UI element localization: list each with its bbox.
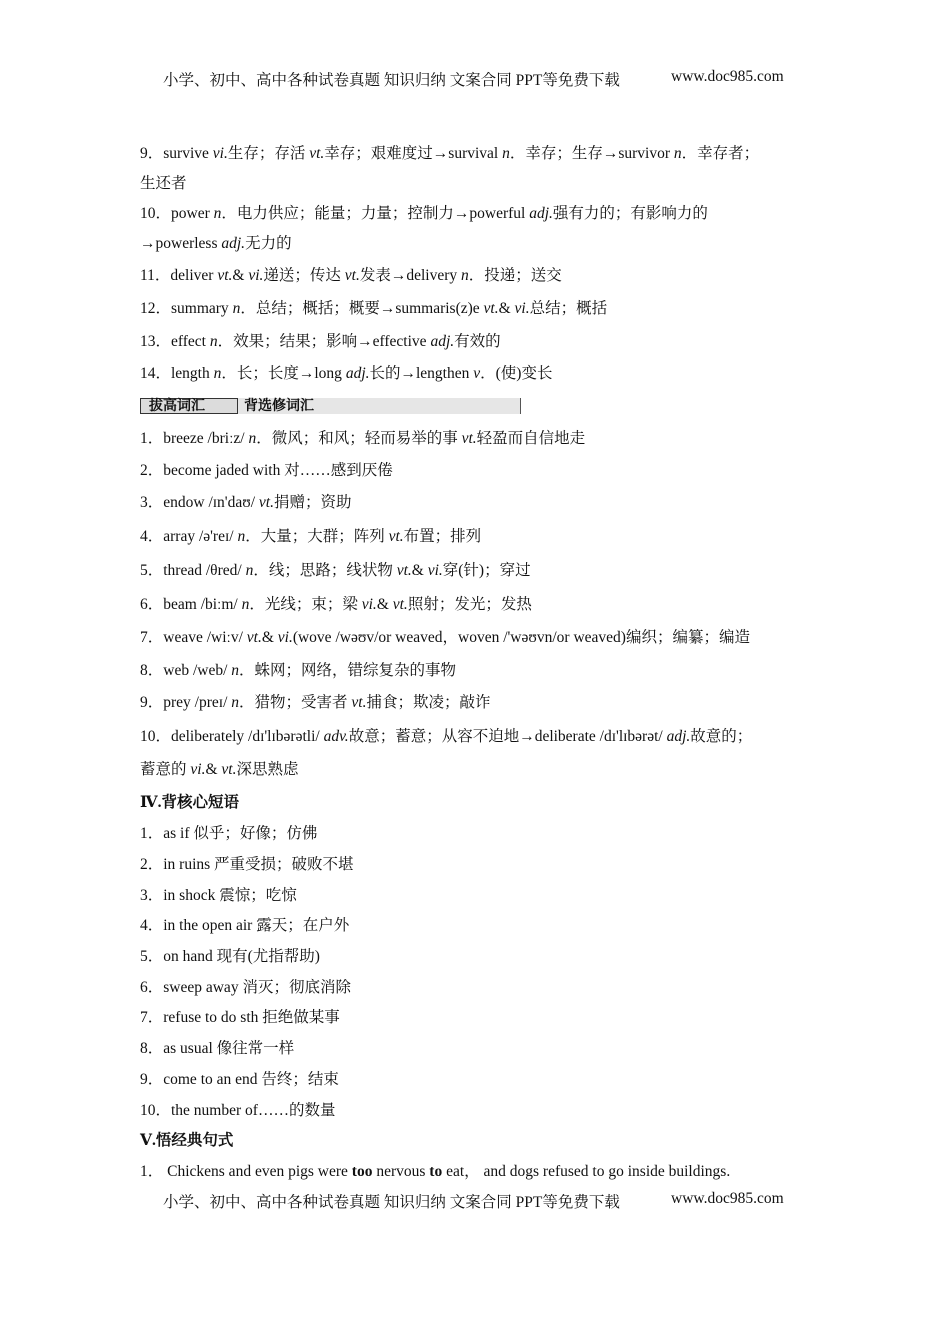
phrase-item: 6．sweep away 消灭；彻底消除	[140, 979, 351, 996]
vocab-line: 13．effect n．效果；结果；影响→effective adj.有效的	[140, 333, 501, 350]
phrase-item: 2．in ruins 严重受损；破败不堪	[140, 856, 354, 873]
vocab-line: 10．power n．电力供应；能量；力量；控制力→powerful adj.强有力的；有影响力的	[140, 205, 708, 222]
phrase-item: 9．come to an end 告终；结束	[140, 1071, 339, 1088]
phrase-item: 10．the number of……的数量	[140, 1102, 336, 1119]
vocab-line: 5．thread /θred/ n．线；思路；线状物 vt.& vi.穿(针)；穿过	[140, 562, 531, 579]
vocab-line: 12．summary n．总结；概括；概要→summaris(z)e vt.& vi.总结；概括	[140, 300, 608, 317]
vocab-line: 3．endow /ɪn'daʊ/ vt.捐赠；资助	[140, 494, 352, 511]
page-header	[163, 68, 803, 90]
vocab-line: 11．deliver vt.& vi.递送；传达 vt.发表→delivery n．投递；送交	[140, 267, 562, 284]
vocab-line: 10．deliberately /dɪ'lɪbərətli/ adv.故意；蓄意；从容不迫地→deliberate /dɪ'lɪbərət/ adj.故意的；	[140, 728, 753, 745]
vocab-line: 6．beam /biːm/ n．光线；束；梁 vi.& vt.照射；发光；发热	[140, 596, 532, 613]
banner-tag: 拔高词汇	[140, 398, 238, 414]
phrase-item: 8．as usual 像往常一样	[140, 1040, 295, 1057]
vocab-line: 14．length n．长；长度→long adj.长的→lengthen v．(使)变长	[140, 365, 553, 382]
page-footer	[163, 1190, 803, 1212]
banner-subtitle: 背选修词汇	[244, 398, 314, 414]
section-heading: Ⅳ.背核心短语	[140, 794, 239, 811]
section-banner	[140, 398, 521, 414]
sentence-item: 1． Chickens and even pigs were too nervous to eat， and dogs refused to go inside buildings.	[140, 1163, 731, 1180]
header-text: 小学、初中、高中各种试卷真题 知识归纳 文案合同 PPT等免费下载	[163, 72, 620, 89]
vocab-line: 9．survive vi.生存；存活 vt.幸存；艰难度过→survival n．幸存；生存→survivor n．幸存者；	[140, 145, 760, 162]
vocab-line: 1．breeze /briːz/ n．微风；和风；轻而易举的事 vt.轻盈而自信地走	[140, 430, 586, 447]
vocab-line: 9．prey /preɪ/ n．猎物；受害者 vt.捕食；欺凌；敲诈	[140, 694, 491, 711]
phrase-item: 7．refuse to do sth 拒绝做某事	[140, 1009, 340, 1026]
vocab-line: →powerless adj.无力的	[140, 235, 292, 252]
footer-site-link[interactable]: www.doc985.com	[671, 1190, 784, 1207]
footer-text: 小学、初中、高中各种试卷真题 知识归纳 文案合同 PPT等免费下载	[163, 1194, 620, 1211]
phrase-item: 3．in shock 震惊；吃惊	[140, 887, 297, 904]
section-heading: Ⅴ.悟经典句式	[140, 1132, 234, 1149]
vocab-line: 蓄意的 vi.& vt.深思熟虑	[140, 761, 299, 778]
vocab-line: 2．become jaded with 对……感到厌倦	[140, 462, 393, 479]
vocab-line: 4．array /ə'reɪ/ n．大量；大群；阵列 vt.布置；排列	[140, 528, 482, 545]
vocab-line: 8．web /web/ n．蛛网；网络，错综复杂的事物	[140, 662, 457, 679]
vocab-line: 7．weave /wiːv/ vt.& vi.(wove /wəʊv/or weaved，woven /'wəʊvn/or weaved)编织；编纂；编造	[140, 629, 750, 646]
phrase-item: 4．in the open air 露天；在户外	[140, 917, 350, 934]
vocab-line: 生还者	[140, 175, 187, 192]
phrase-item: 1．as if 似乎；好像；仿佛	[140, 825, 318, 842]
header-site-link[interactable]: www.doc985.com	[671, 68, 784, 85]
phrase-item: 5．on hand 现有(尤指帮助)	[140, 948, 320, 965]
